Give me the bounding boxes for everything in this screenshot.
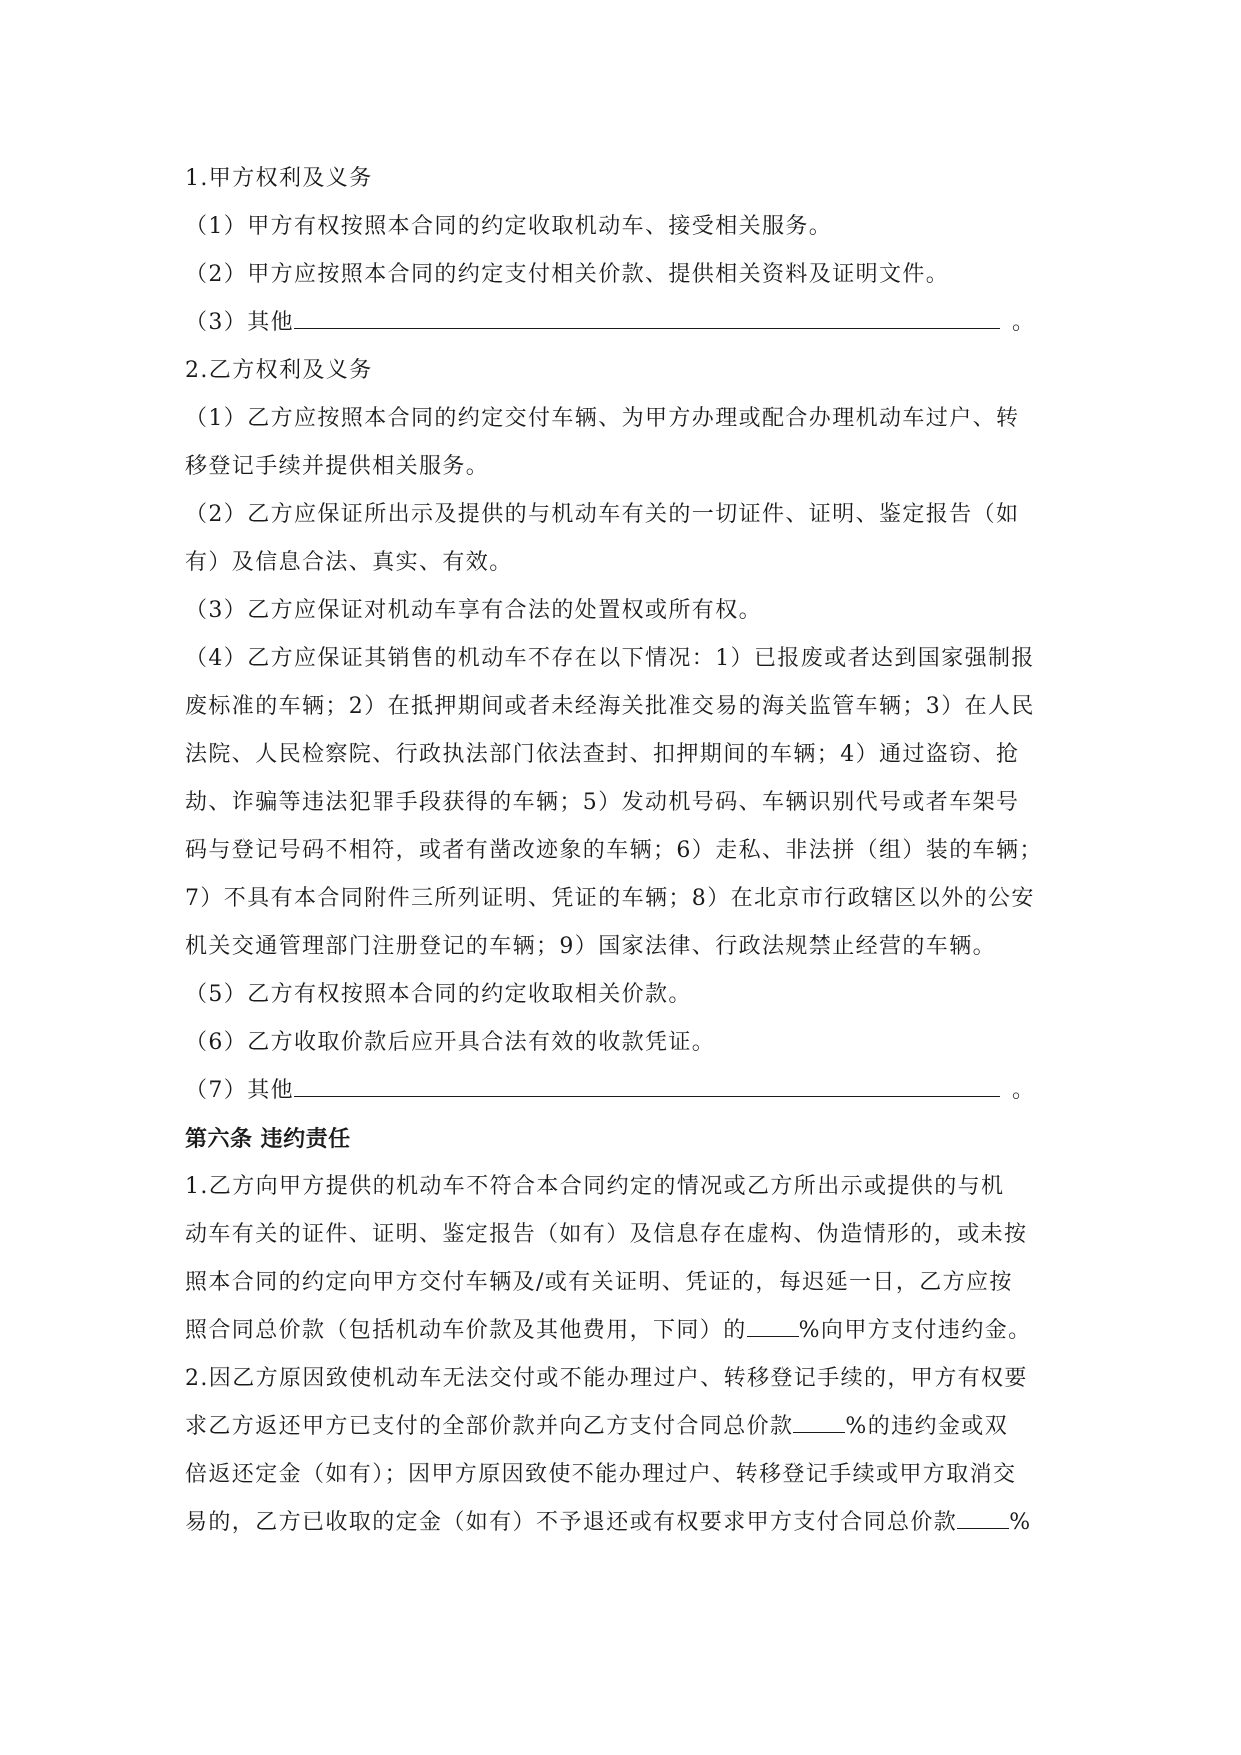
party-b-item-4-line-6: 7）不具有本合同附件三所列证明、凭证的车辆；8）在北京市行政辖区以外的公安: [185, 886, 1035, 911]
party-b-item-7-end: 。: [1012, 1078, 1036, 1103]
clause-2-line-4-percent: %: [1009, 1510, 1032, 1535]
party-a-item-3-end: 。: [1012, 310, 1036, 335]
section-title-party-a: 1.甲方权利及义务: [185, 166, 373, 191]
party-b-item-2-line-2: 有）及信息合法、真实、有效。: [185, 550, 513, 575]
article-6-clause-2-line-1: 2.因乙方原因致使机动车无法交付或不能办理过户、转移登记手续的，甲方有权要: [185, 1366, 1028, 1391]
party-b-item-4-line-1: （4）乙方应保证其销售的机动车不存在以下情况：1）已报废或者达到国家强制报: [185, 646, 1035, 671]
party-b-item-4-line-3: 法院、人民检察院、行政执法部门依法查封、扣押期间的车辆；4）通过盗窃、抢: [185, 742, 1020, 767]
section-title-party-b: 2.乙方权利及义务: [185, 358, 373, 383]
party-b-item-1-line-2: 移登记手续并提供相关服务。: [185, 454, 490, 479]
article-6-clause-2-line-4: [185, 1499, 1075, 1547]
party-b-item-4-line-7: 机关交通管理部门注册登记的车辆；9）国家法律、行政法规禁止经营的车辆。: [185, 934, 996, 959]
party-b-item-7-label: （7）其他: [185, 1078, 294, 1103]
party-b-item-3: （3）乙方应保证对机动车享有合法的处置权或所有权。: [185, 598, 762, 623]
clause-1-text-before-blank: 照合同总价款（包括机动车价款及其他费用，下同）的: [185, 1318, 747, 1343]
party-b-other-blank[interactable]: [294, 1070, 1000, 1097]
party-b-item-2-line-1: （2）乙方应保证所出示及提供的与机动车有关的一切证件、证明、鉴定报告（如: [185, 502, 1020, 527]
article-6-heading: 第六条 违约责任: [185, 1126, 351, 1152]
article-6-clause-1-line-3: 照本合同的约定向甲方交付车辆及/或有关证明、凭证的，每迟延一日，乙方应按: [185, 1270, 1013, 1295]
article-6-clause-1-line-1: 1.乙方向甲方提供的机动车不符合本合同约定的情况或乙方所出示或提供的与机: [185, 1174, 1005, 1199]
article-6-clause-1-line-4: [185, 1307, 1075, 1355]
clause-2-text-after-blank: %的违约金或双: [845, 1414, 1009, 1439]
clause-1-text-after-blank: %向甲方支付违约金。: [798, 1318, 1032, 1343]
penalty-rate-blank-3[interactable]: [957, 1502, 1009, 1529]
clause-2-text-before-blank: 求乙方返还甲方已支付的全部价款并向乙方支付合同总价款: [185, 1414, 794, 1439]
clause-2-line-4-text: 易的，乙方已收取的定金（如有）不予退还或有权要求甲方支付合同总价款: [185, 1510, 958, 1535]
penalty-rate-blank-2[interactable]: [793, 1406, 845, 1433]
party-b-item-4-line-5: 码与登记号码不相符，或者有凿改迹象的车辆；6）走私、非法拼（组）装的车辆；: [185, 838, 1043, 863]
contract-page: [185, 155, 1075, 1547]
article-6-clause-1-line-2: 动车有关的证件、证明、鉴定报告（如有）及信息存在虚构、伪造情形的，或未按: [185, 1222, 1028, 1247]
article-6-clause-2-line-2: [185, 1403, 1075, 1451]
party-b-item-4-line-2: 废标准的车辆；2）在抵押期间或者未经海关批准交易的海关监管车辆；3）在人民: [185, 694, 1035, 719]
party-b-item-5: （5）乙方有权按照本合同的约定收取相关价款。: [185, 982, 692, 1007]
party-a-item-3: [185, 299, 1075, 347]
party-b-item-6: （6）乙方收取价款后应开具合法有效的收款凭证。: [185, 1030, 716, 1055]
party-b-item-7: [185, 1067, 1075, 1115]
party-a-item-2: （2）甲方应按照本合同的约定支付相关价款、提供相关资料及证明文件。: [185, 262, 950, 287]
penalty-rate-blank-1[interactable]: [747, 1310, 799, 1337]
party-a-item-3-label: （3）其他: [185, 310, 294, 335]
article-6-clause-2-line-3: 倍返还定金（如有）；因甲方原因致使不能办理过户、转移登记手续或甲方取消交: [185, 1462, 1017, 1487]
party-b-item-1-line-1: （1）乙方应按照本合同的约定交付车辆、为甲方办理或配合办理机动车过户、转: [185, 406, 1020, 431]
party-a-item-1: （1）甲方有权按照本合同的约定收取机动车、接受相关服务。: [185, 214, 833, 239]
party-a-other-blank[interactable]: [294, 302, 1000, 329]
party-b-item-4-line-4: 劫、诈骗等违法犯罪手段获得的车辆；5）发动机号码、车辆识别代号或者车架号: [185, 790, 1020, 815]
